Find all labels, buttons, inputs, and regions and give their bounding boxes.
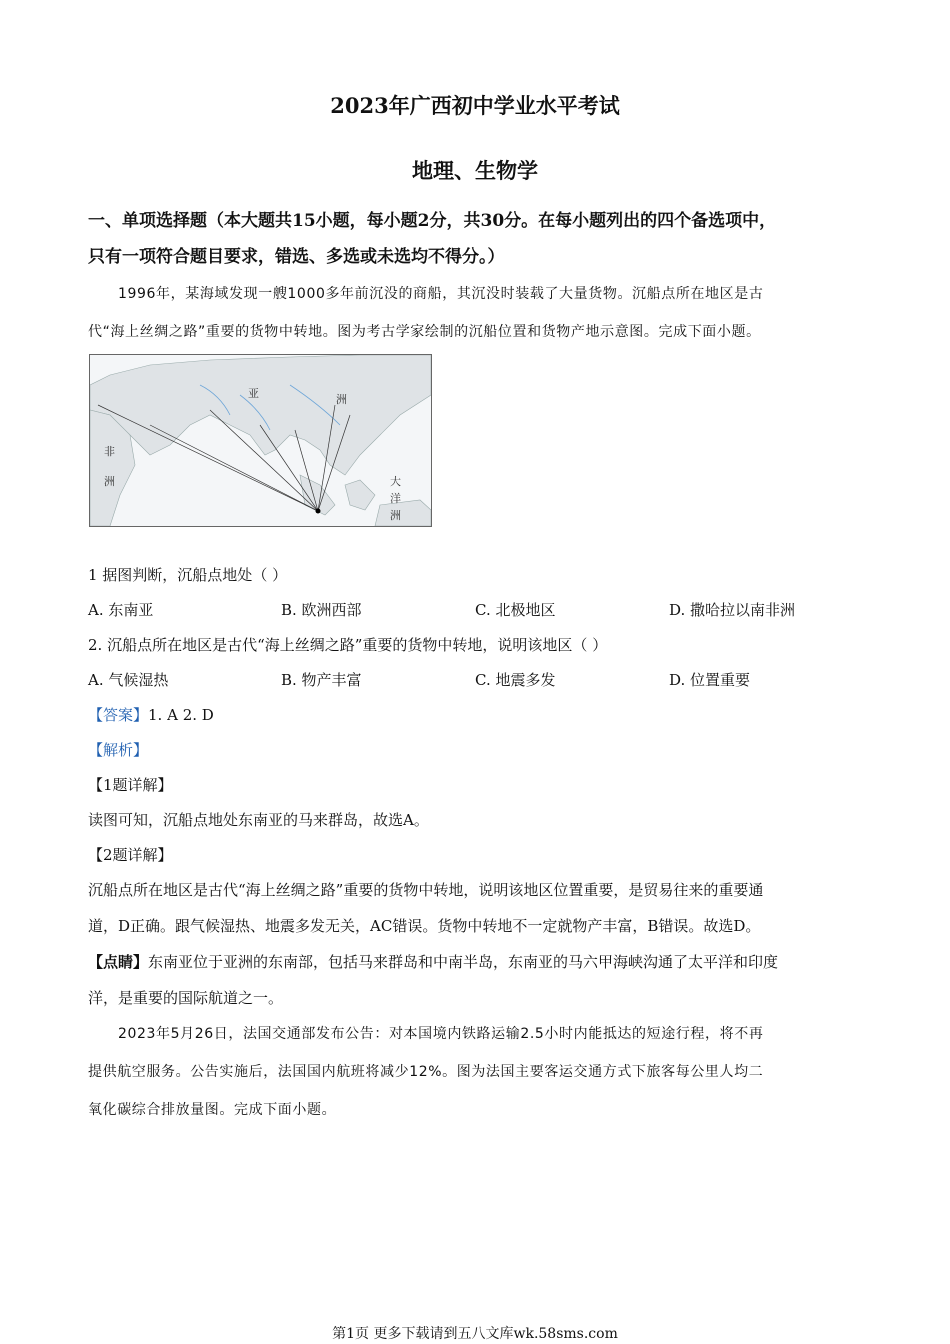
q1-option-b: B. 欧洲西部 [281,601,362,619]
passage1-line2: 代“海上丝绸之路”重要的货物中转地。图为考古学家绘制的沉船位置和货物产地示意图。完成下面小题。 [88,324,761,340]
note-line2: 洋，是重要的国际航道之一。 [88,989,284,1007]
map-label-asia-1: 亚 [248,387,259,400]
passage2-line2: 提供航空服务。公告实施后，法国国内航班将减少12%。图为法国主要客运交通方式下旅客每公里人均二 [88,1064,764,1080]
map-figure [90,355,431,526]
note-text-1: 东南亚位于亚洲的东南部，包括马来群岛和中南半岛，东南亚的马六甲海峡沟通了太平洋和印度 [148,953,779,971]
page-footer: 第1页 更多下载请到五八文库wk.58sms.com [332,1326,618,1342]
note-line1 [88,944,878,980]
detail2-line2: 道，D正确。跟气候湿热、地震多发无关，AC错误。货物中转地不一定就物产丰富，B错误。故选D。 [88,917,761,935]
section-heading-line2: 只有一项符合题目要求，错选、多选或未选均不得分。） [88,247,505,267]
map-label-asia-2: 洲 [336,393,347,406]
map-label-africa-1: 非 [104,445,115,458]
page-subtitle: 地理、生物学 [412,158,538,183]
detail1-text: 读图可知，沉船点地处东南亚的马来群岛，故选A。 [88,811,429,829]
q2-option-a: A. 气候湿热 [88,671,169,689]
map-label-oceania-3: 洲 [390,509,401,522]
q1-option-a: A. 东南亚 [88,601,154,619]
page-title: 2023年广西初中学业水平考试 [330,93,620,118]
passage2-line1: 2023年5月26日，法国交通部发布公告：对本国境内铁路运输2.5小时内能抵达的短途行程，将不再 [118,1026,764,1042]
map-label-africa-2: 洲 [104,475,115,488]
map-label-oceania-1: 大 [390,475,401,488]
q2-option-b: B. 物产丰富 [281,671,362,689]
detail2-line1: 沉船点所在地区是古代“海上丝绸之路”重要的货物中转地，说明该地区位置重要，是贸易往来的重要通 [88,881,764,899]
detail2-tag: 【2题详解】 [88,846,173,864]
q2-option-d: D. 位置重要 [669,671,751,689]
map-label-oceania-2: 洋 [390,492,401,505]
q2-stem: 2. 沉船点所在地区是古代“海上丝绸之路”重要的货物中转地，说明该地区（ ） [88,636,608,654]
answer-value: 1. A 2. D [148,706,214,724]
analysis-tag: 【解析】 [88,741,149,759]
q2-option-c: C. 地震多发 [475,671,556,689]
note-tag: 【点睛】 [88,953,149,971]
q1-option-d: D. 撒哈拉以南非洲 [669,601,796,619]
shipwreck-map [89,354,432,527]
answer-line [88,697,878,733]
q1-option-c: C. 北极地区 [475,601,556,619]
q1-stem: 1 据图判断，沉船点地处（ ） [88,566,288,584]
detail1-tag: 【1题详解】 [88,776,173,794]
answer-tag: 【答案】 [88,706,149,724]
section-heading-line1: 一、单项选择题（本大题共15小题，每小题2分，共30分。在每小题列出的四个备选项中， [88,211,777,231]
passage2-line3: 氧化碳综合排放量图。完成下面小题。 [88,1102,337,1118]
passage1-line1: 1996年，某海域发现一艘1000多年前沉没的商船，其沉没时装载了大量货物。沉船点所在地区是古 [118,286,764,302]
